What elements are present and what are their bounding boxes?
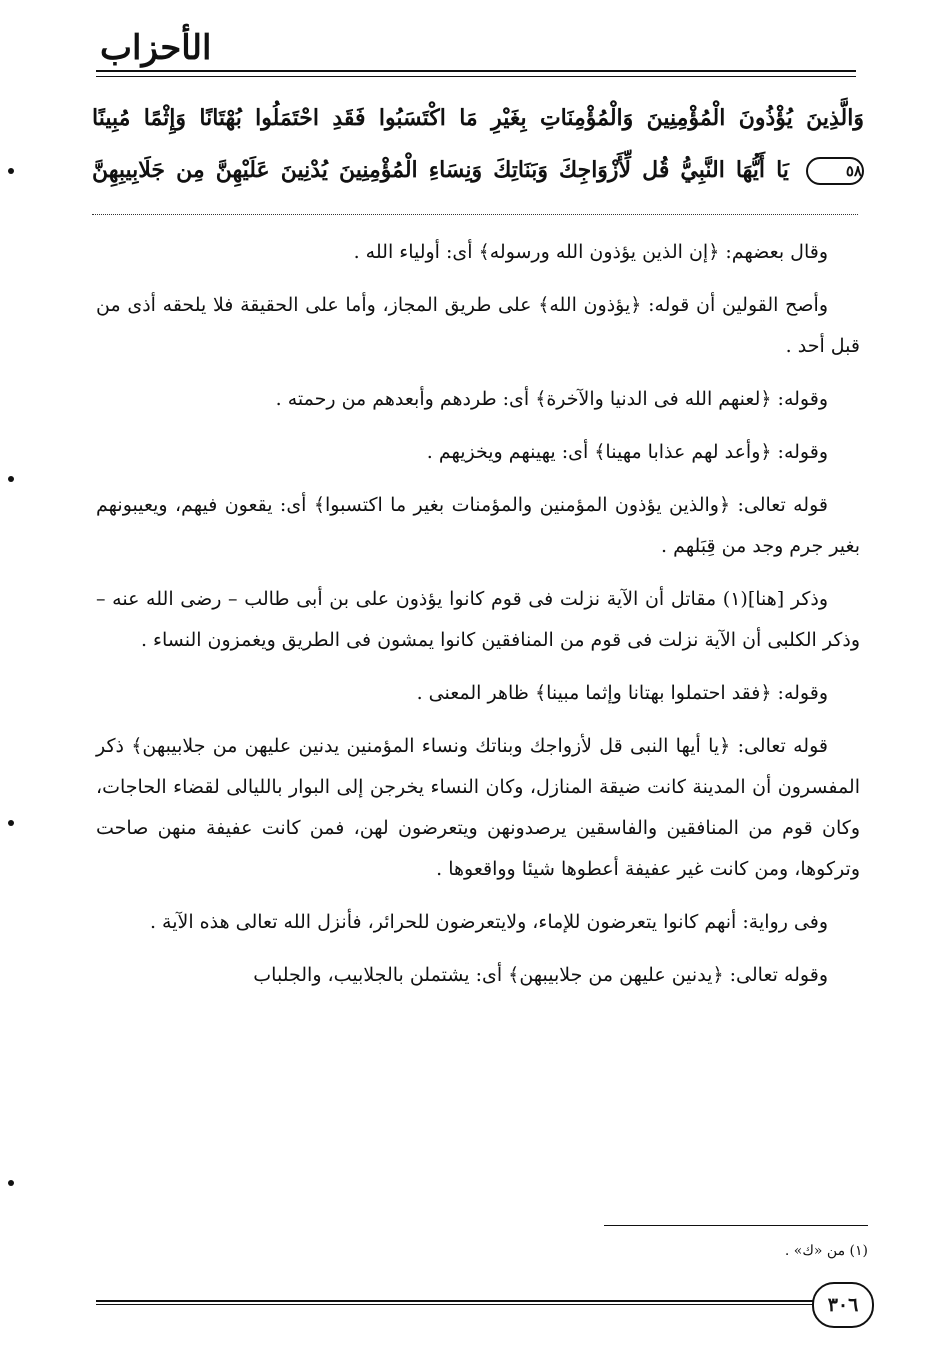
paragraph-6: وذكر [هنا](١) مقاتل أن الآية نزلت فى قوم كانوا يؤذون على بن أبى طالب – رضى الله عنه – وذكر الكلبى أن الآية نزلت فى قوم من المنافقين كانوا يمشون فى الطريق ويغمزون النساء . <box>96 588 860 651</box>
margin-dot <box>8 820 14 826</box>
footer-rule <box>96 1300 816 1302</box>
footer-rule-thin <box>96 1304 816 1305</box>
header-rule <box>96 70 856 77</box>
footnote: (١) من «ك» . <box>784 1243 868 1259</box>
verse-divider <box>92 214 858 215</box>
paragraph-3: وقوله: ﴿لعنهم الله فى الدنيا والآخرة﴾ أى: طردهم وأبعدهم من رحمته . <box>275 388 828 410</box>
paragraph-8: قوله تعالى: ﴿يا أيها النبى قل لأزواجك وبناتك ونساء المؤمنين يدنين عليهن من جلابيبهن﴾ ذكر المفسرون أن المدينة كانت ضيقة المنازل، وكان النساء يخرجن إلى البوار بالليالى لقضاء الحاجات، وكان قوم من المنافقين والفاسقين يرصدونهن ويتعرضون لهن، فمن كانت عفيفة منهن صاحت وتركوها، ومن كانت غير عفيفة أعطوها شيئا وواقعوها . <box>96 735 860 880</box>
margin-dot <box>8 168 14 174</box>
ayah-number-marker: ٥٨ <box>806 157 864 185</box>
paragraph-10: وقوله تعالى: ﴿يدنين عليهن من جلابيبهن﴾ أى: يشتملن بالجلابيب، والجلباب <box>253 964 828 986</box>
quran-line-2-text: يَا أَيُّهَا النَّبِيُّ قُل لِّأَزْوَاجِكَ وَبَنَاتِكَ وَنِسَاءِ الْمُؤْمِنِينَ يُدْنِينَ عَلَيْهِنَّ مِن جَلَابِيبِهِنَّ <box>92 157 789 183</box>
paragraph-2: وأصح القولين أن قوله: ﴿يؤذون الله﴾ على طريق المجاز، وأما على الحقيقة فلا يلحقه أذى من قبل أحد . <box>96 294 860 357</box>
quran-line-1: وَالَّذِينَ يُؤْذُونَ الْمُؤْمِنِينَ وَالْمُؤْمِنَاتِ بِغَيْرِ مَا اكْتَسَبُوا فَقَدِ احْتَمَلُوا بُهْتَانًا وَإِثْمًا مُبِينًا <box>92 105 864 131</box>
paragraph-5: قوله تعالى: ﴿والذين يؤذون المؤمنين والمؤمنات بغير ما اكتسبوا﴾ أى: يقعون فيهم، ويعيبونهم بغير جرم وجد من قِبَلهم . <box>96 494 860 557</box>
paragraph-7: وقوله: ﴿فقد احتملوا بهتانا وإثما مبينا﴾ ظاهر المعنى . <box>416 682 828 704</box>
paragraph-4: وقوله: ﴿وأعد لهم عذابا مهينا﴾ أى: يهينهم ويخزيهم . <box>426 441 828 463</box>
paragraph-9: وفى رواية: أنهم كانوا يتعرضون للإماء، ولايتعرضون للحرائر، فأنزل الله تعالى هذه الآية . <box>149 911 828 933</box>
page-number: ٣٠٦ <box>812 1282 874 1328</box>
margin-dot <box>8 1180 14 1186</box>
paragraph-1: وقال بعضهم: ﴿إن الذين يؤذون الله ورسوله﴾ أى: أولياء الله . <box>353 241 828 263</box>
quran-verses <box>92 92 864 196</box>
quran-line-2 <box>92 144 864 196</box>
surah-name-header: الأحزاب <box>100 28 212 68</box>
footnote-rule <box>604 1225 868 1226</box>
commentary-body <box>96 232 860 1008</box>
margin-dot <box>8 476 14 482</box>
